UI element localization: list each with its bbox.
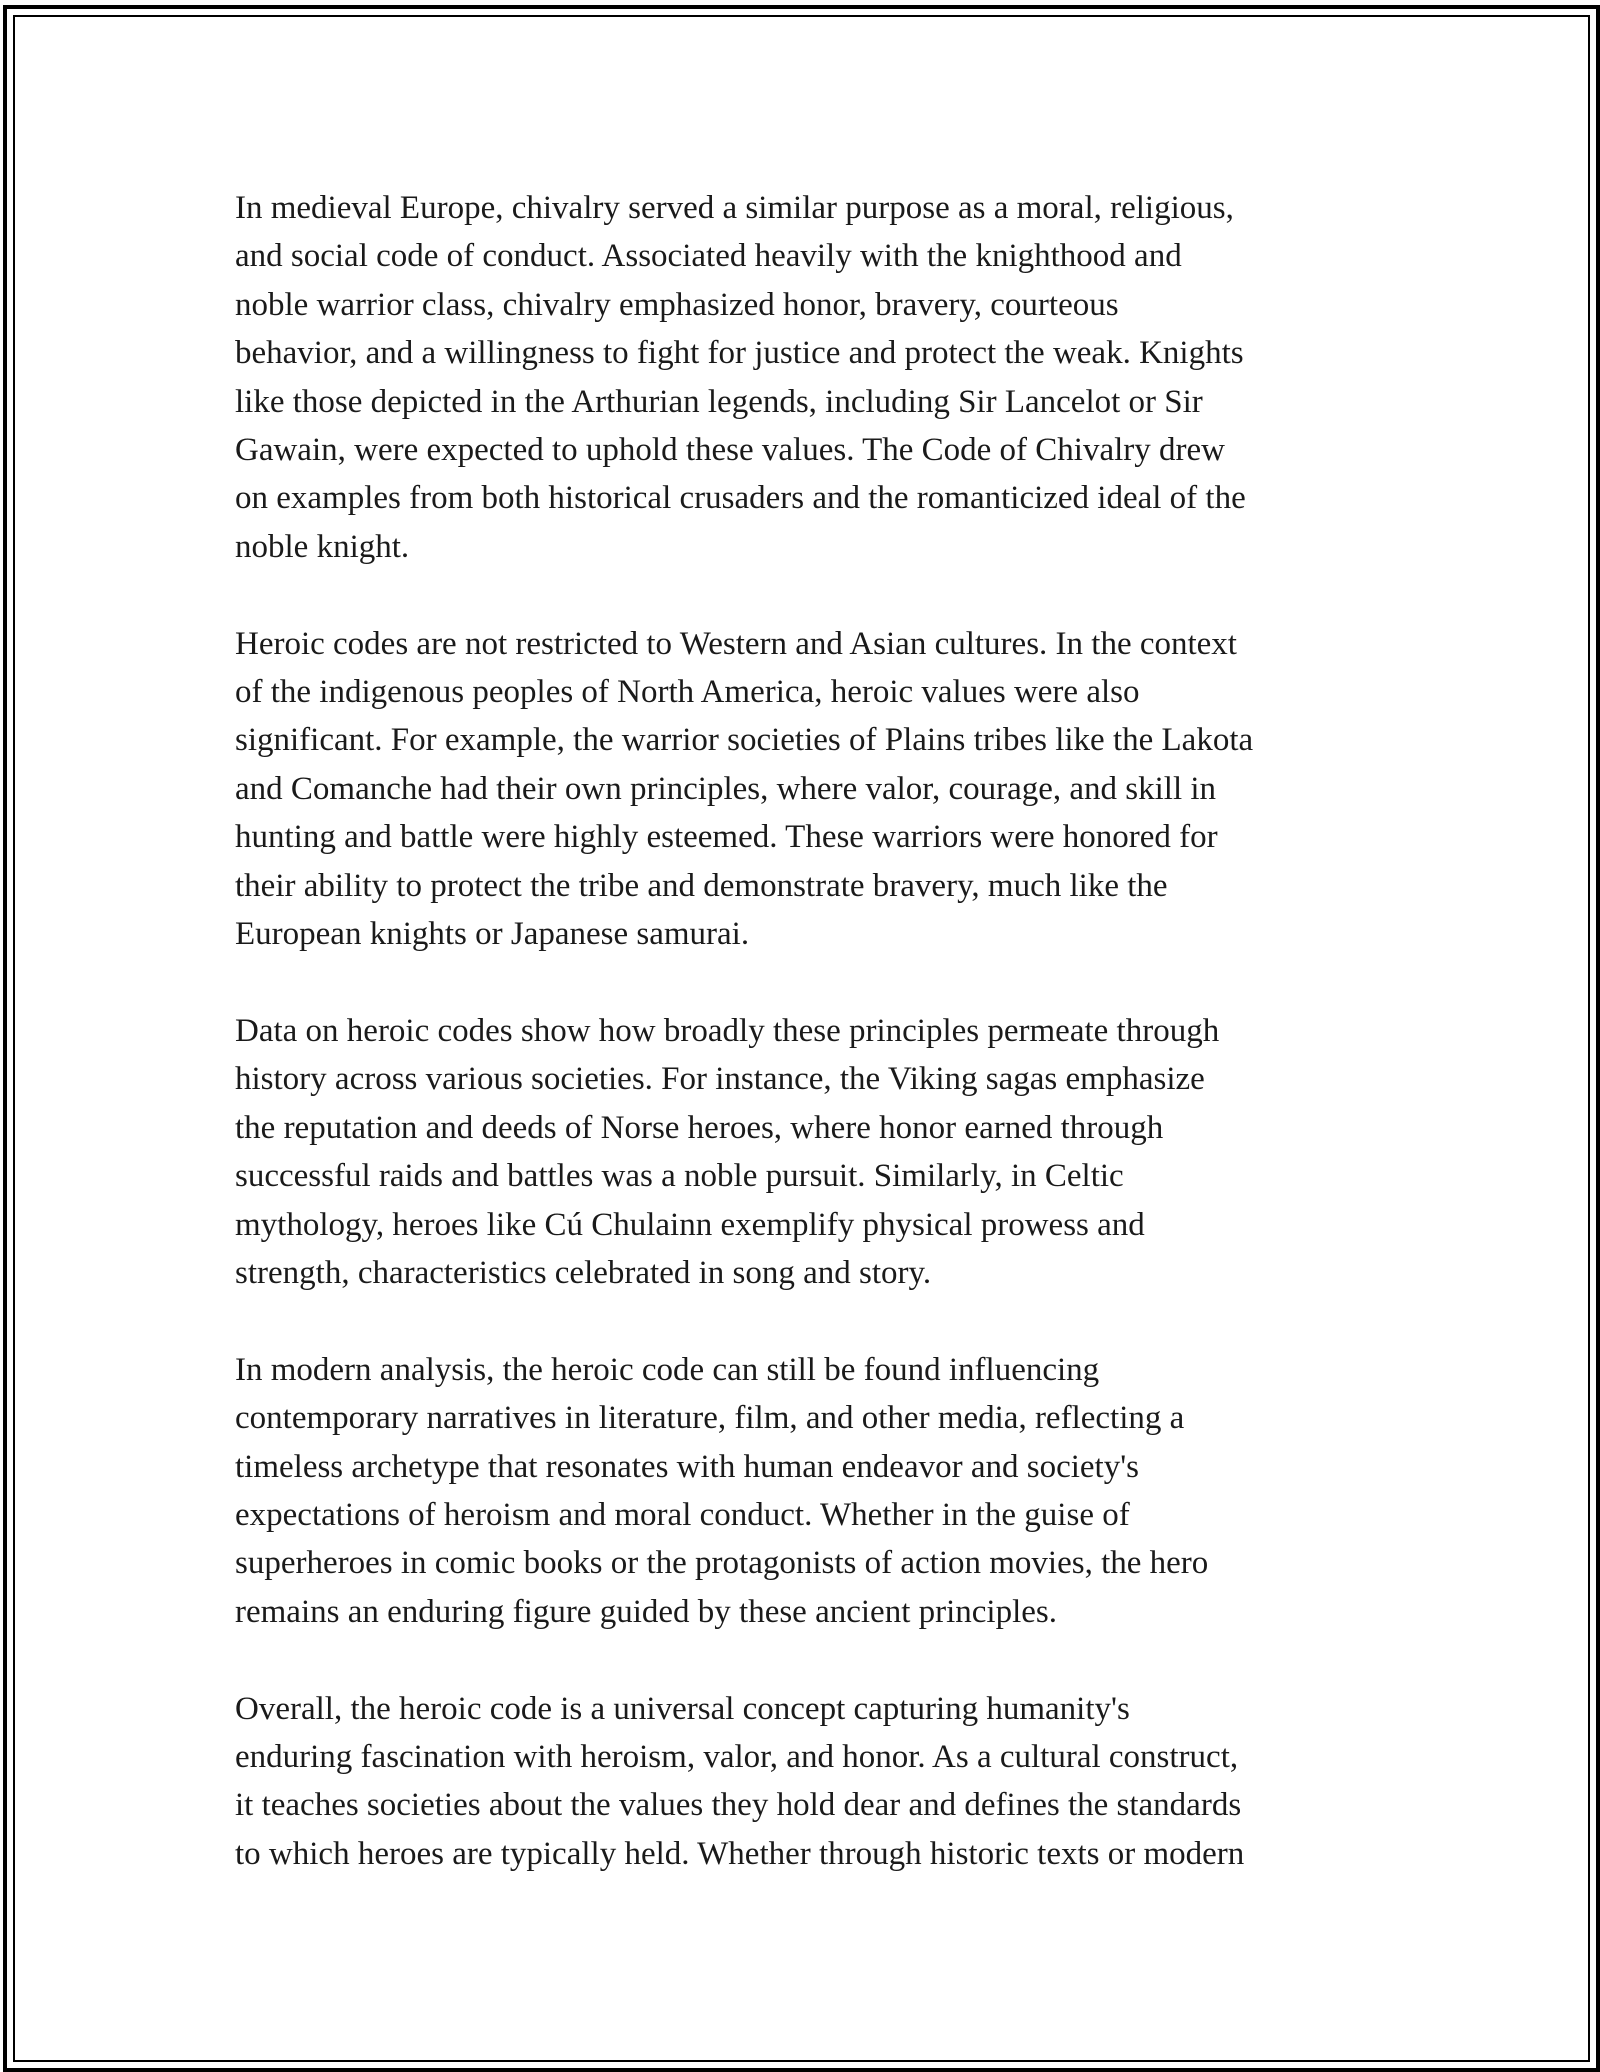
text-line: timeless archetype that resonates with human endeavor and society's (235, 1448, 1139, 1485)
text-line: Overall, the heroic code is a universal concept capturing humanity's (235, 1690, 1130, 1727)
document-body (235, 184, 1375, 1927)
text-line: like those depicted in the Arthurian legends, including Sir Lancelot or Sir (235, 383, 1203, 420)
text-line: strength, characteristics celebrated in song and story. (235, 1254, 932, 1291)
text-line: it teaches societies about the values they hold dear and defines the standards (235, 1787, 1242, 1824)
paragraph-modern-analysis (235, 1346, 1375, 1636)
text-line: history across various societies. For instance, the Viking sagas emphasize (235, 1061, 1205, 1098)
paragraph-data (235, 1007, 1375, 1297)
paragraph-overall (235, 1685, 1375, 1879)
text-line: to which heroes are typically held. Whether through historic texts or modern (235, 1835, 1245, 1872)
text-line: In modern analysis, the heroic code can still be found influencing (235, 1351, 1100, 1388)
text-line: mythology, heroes like Cú Chulainn exemplify physical prowess and (235, 1206, 1145, 1243)
text-line: of the indigenous peoples of North America, heroic values were also (235, 674, 1140, 711)
text-line: In medieval Europe, chivalry served a similar purpose as a moral, religious, (235, 190, 1234, 226)
text-line: superheroes in comic books or the protagonists of action movies, the hero (235, 1545, 1209, 1582)
text-line: remains an enduring figure guided by these ancient principles. (235, 1593, 1057, 1630)
text-line: hunting and battle were highly esteemed. These warriors were honored for (235, 819, 1218, 856)
text-line: their ability to protect the tribe and demonstrate bravery, much like the (235, 867, 1168, 904)
text-line: and Comanche had their own principles, where valor, courage, and skill in (235, 770, 1217, 807)
text-line: noble knight. (235, 528, 410, 565)
text-line: successful raids and battles was a noble pursuit. Similarly, in Celtic (235, 1158, 1124, 1195)
paragraph-chivalry (235, 184, 1375, 571)
text-line: and social code of conduct. Associated heavily with the knighthood and (235, 238, 1182, 275)
text-line: the reputation and deeds of Norse heroes, where honor earned through (235, 1109, 1164, 1146)
paragraph-indigenous (235, 620, 1375, 959)
text-line: behavior, and a willingness to fight for justice and protect the weak. Knights (235, 335, 1244, 372)
text-line: contemporary narratives in literature, film, and other media, reflecting a (235, 1400, 1185, 1437)
text-line: European knights or Japanese samurai. (235, 916, 750, 953)
text-line: significant. For example, the warrior societies of Plains tribes like the Lakota (235, 722, 1254, 759)
text-line: Gawain, were expected to uphold these values. The Code of Chivalry drew (235, 432, 1225, 469)
text-line: Data on heroic codes show how broadly these principles permeate through (235, 1012, 1220, 1049)
text-line: expectations of heroism and moral conduct. Whether in the guise of (235, 1496, 1130, 1533)
text-line: on examples from both historical crusaders and the romanticized ideal of the (235, 480, 1246, 517)
text-line: Heroic codes are not restricted to Western and Asian cultures. In the context (235, 625, 1237, 662)
text-line: noble warrior class, chivalry emphasized honor, bravery, courteous (235, 286, 1119, 323)
text-line: enduring fascination with heroism, valor, and honor. As a cultural construct, (235, 1738, 1239, 1775)
